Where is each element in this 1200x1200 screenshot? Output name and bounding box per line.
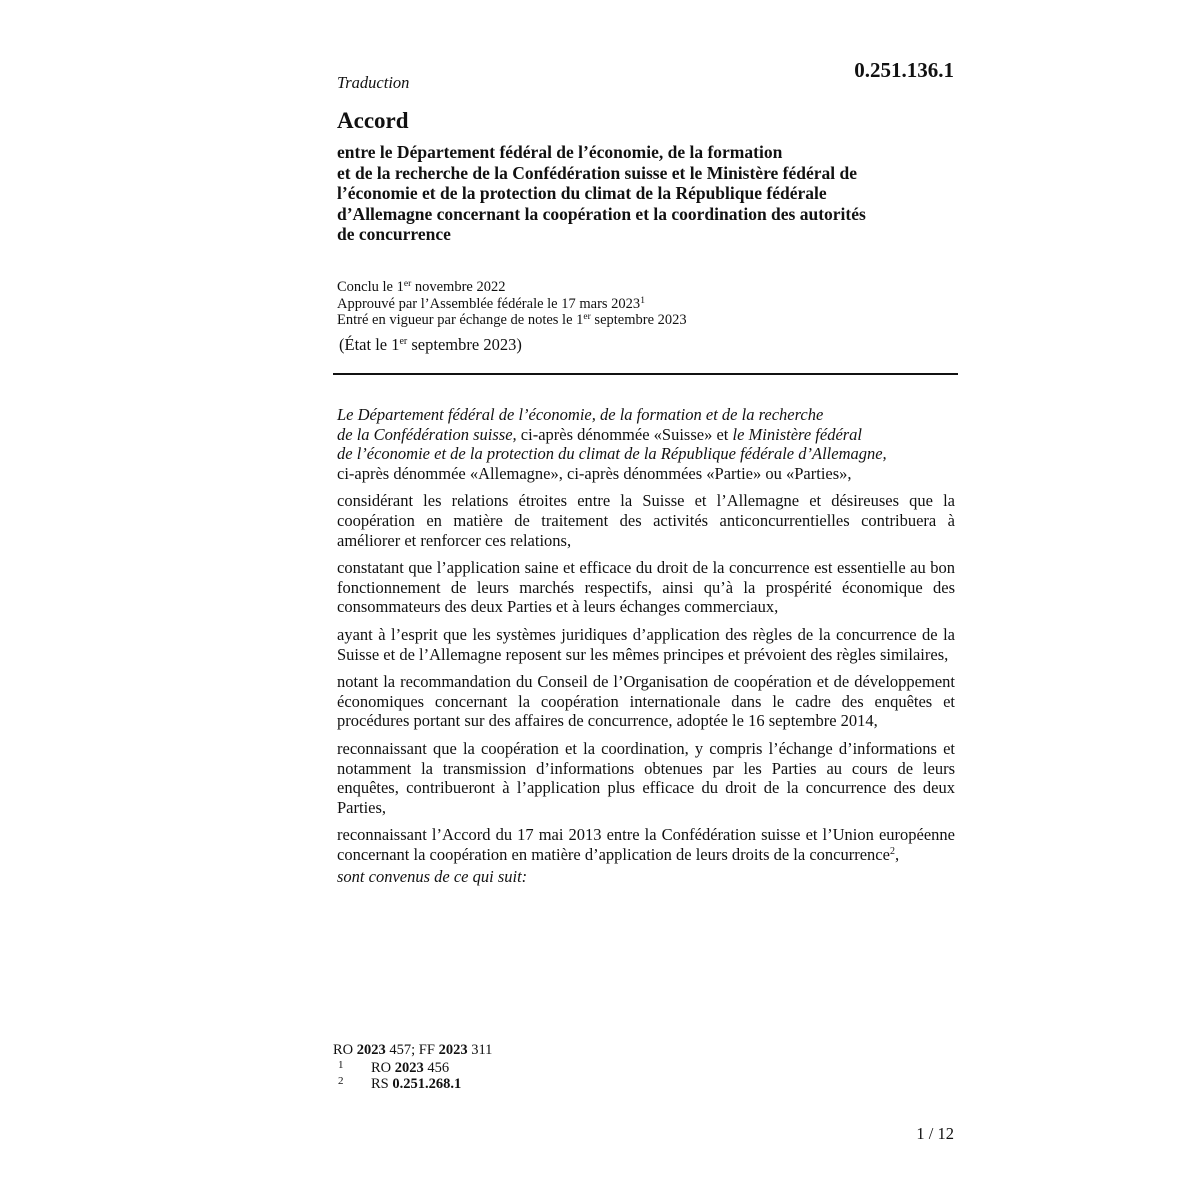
preamble-paragraph: ayant à l’esprit que les systèmes juridiques d’application des règles de la concurrence de la Suisse et de l’Allemagne reposent sur les mêmes principes et prévoient des règles similaires, (337, 624, 955, 664)
footnotes (333, 1042, 492, 1093)
footnote-ref[interactable]: 1 (640, 295, 645, 306)
translation-label: Traduction (337, 73, 410, 92)
concluded-date: Conclu le 1er novembre 2022 (337, 279, 506, 295)
footnote-source: RO 2023 457; FF 2023 311 (333, 1042, 493, 1058)
status-date: (État le 1er septembre 2023) (339, 335, 522, 354)
preamble-paragraph: constatant que l’application saine et efficace du droit de la concurrence est essentielle au bon fonctionnement de leurs marchés respectifs, ainsi qu’à la prospérité économique des consommateurs des deux Parties et à leurs échanges commerciaux, (337, 558, 955, 617)
document-title: Accord (337, 108, 409, 133)
sr-number: 0.251.136.1 (854, 58, 954, 82)
document-subtitle (337, 142, 962, 245)
footnote-item: 1 RO 2023 456 (338, 1058, 450, 1076)
preamble-paragraph: notant la recommandation du Conseil de l’Organisation de coopération et de développement économiques concernant la coopération internationale dans le cadre des enquêtes et procédures portant sur des affaires de concurrence, adoptée le 16 septembre 2014, (337, 672, 955, 731)
subtitle-line: d’Allemagne concernant la coopération et la coordination des autorités (337, 203, 866, 224)
approved-date: Approuvé par l’Assemblée fédérale le 17 mars 2023$^1$ (337, 295, 645, 312)
preamble-paragraph: considérant les relations étroites entre la Suisse et l’Allemagne et désireuses que la coopération en matière de traitement des activités anticoncurrentielles contribuera à améliorer et renforcer ces relations, (337, 491, 955, 550)
dates-block (337, 279, 687, 329)
preamble (337, 405, 955, 895)
parties-paragraph: Le Département fédéral de l’économie, de la formation et de la recherche de la Confédération suisse, ci-après dénommée «Suisse» et le Ministère fédéral de l’économie et de la protection du climat de la République fédérale d’Allemagne, ci-après dénommée «Allemagne», ci-après dénommées «Partie» ou «Parties», (337, 405, 887, 483)
closing-formula: sont convenus de ce qui suit: (337, 867, 528, 887)
footnote-ref[interactable]: 2 (889, 845, 895, 857)
preamble-paragraph: reconnaissant que la coopération et la coordination, y compris l’échange d’informations et notamment la transmission d’informations obtenues par les Parties au cours de leurs enquêtes, contribueront à l’application plus efficace du droit de la concurrence des deux Parties, (337, 738, 955, 817)
page-number: 1 / 12 (916, 1124, 954, 1143)
preamble-paragraph: reconnaissant l’Accord du 17 mai 2013 entre la Confédération suisse et l’Union européenne concernant la coopération en matière d’application de leurs droits de la concurrence$^2$, (337, 825, 955, 864)
subtitle-line: et de la recherche de la Confédération suisse et le Ministère fédéral de (337, 162, 858, 183)
footnote-item: 2 RS 0.251.268.1 (338, 1075, 462, 1093)
subtitle-line: entre le Département fédéral de l’économie, de la formation (337, 142, 783, 162)
in-force-date: Entré en vigueur par échange de notes le 1er septembre 2023 (337, 312, 687, 328)
subtitle-line: l’économie et de la protection du climat de la République fédérale (337, 183, 827, 204)
subtitle-line: de concurrence (337, 224, 451, 245)
header-divider (333, 373, 958, 375)
